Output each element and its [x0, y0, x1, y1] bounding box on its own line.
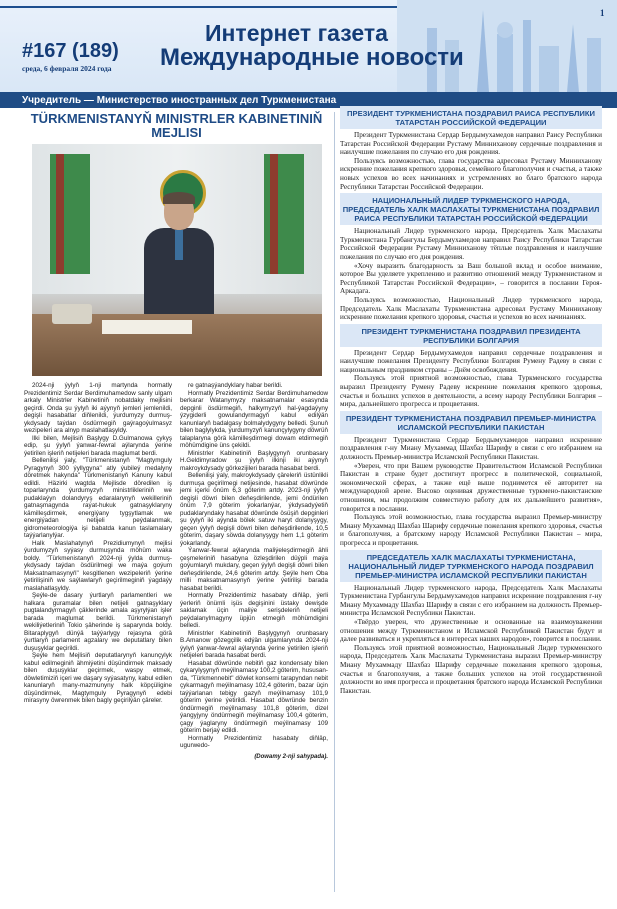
- flag-right-icon: [264, 154, 304, 274]
- news-body: [340, 584, 602, 696]
- left-article-column-1: [24, 382, 172, 761]
- issue-number: #167 (189): [22, 40, 119, 62]
- flag-left-icon: [50, 154, 90, 274]
- article-paragraph: «Хочу выразить благодарность за Ваш большой вклад и особое внимание, которое Вы уделяете укреплению и развитию отношений между Туркменистаном и Республикой Татарстан Российской Федерации», – говорится в послании Героя-Аркадага.: [340, 261, 602, 296]
- article-paragraph: Ministrler Kabinetiniň Başlygynyň orunbasary H.Geldimyradow şu ýylyň ilkinji iki aýynyň makroykdysady görkezijileri barada hasabat berdi.: [180, 449, 328, 472]
- newspaper-title-line1: Интернет газета: [205, 20, 388, 46]
- article-paragraph: 2024-nji ýylyň 1-nji martynda hormatly Prezidentimiz Serdar Berdimuhamedow sanly ulgam arkaly Ministrler Kabinetiniň nobatdaky mejlisini geçirdi. Onda şu ýylyň iki aýynyň jemleri jemlenildi, degişli hasabatlar diňlenildi, ýurdumyzy durmuş-ykdysady taýdan ösdürmegiň gaýragoýulmasyz wezipeleri ara alnyp maslahatlaşyldy.: [24, 382, 172, 434]
- article-paragraph: Ýanwar-fewral aýlarynda maliýeleşdirmegiň ähli çeşmeleriniň hasabyna özleşdirilen düýpli maýa goýumlaryň mukdary, geçen ýylyň degişli döwri bilen deňeşdirilende, 24,6 göterim artdy. Şeýle hem Oba milli maksatnamasynyň ýerine ýetirilişi barada hasabat berildi.: [180, 547, 328, 592]
- article-paragraph: Пользуясь этой возможностью, глава государства выразил Премьер-министру Миану Мухаммад Шахбаз Шарифу сердечные пожелания крепкого здоровья, счастья и благополучия, а братскому народу Исламской Республики Пакистан – мира, прогресса и процветания.: [340, 513, 602, 547]
- article-paragraph: Şeýle-de dasary ýurtlaryň parlamentleri we halkara guramalar bilen netijeli gatnaşyklary pugtalandyrmagyň çäklerinde amala aşyrylýan işler barada maglumat berildi. Türkmenistanyň wekiliýetleriniň Tokio şäherinde iş saparynda boldy. Bitaraplygyň dünýä taýýarlygy rejasyna görä ýurtlaryň parlament agzalary we deputatlary bilen duşuşyklar geçirildi.: [24, 592, 172, 652]
- left-article-title: TÜRKMENISTANYŇ MINISTRLER KABINETINIŇ MEJLISI: [30, 111, 323, 140]
- news-heading: ПРЕЗИДЕНТ ТУРКМЕНИСТАНА ПОЗДРАВИЛ ПРЕЗИДЕНТА РЕСПУБЛИКИ БОЛГАРИЯ: [340, 324, 602, 347]
- article-paragraph: Hormatly Prezidentimiz Serdar Berdimuhamedow berkarar Watanymyzy maksatnamalar esasynda depginli ösdürmegiň, halkymyzyň hal-ýagdaýyny ýzygiderli gowulandyrmagyň kabul edilýän kanunlaryň badalgasy bolmalydygyny belledi. Şunuň bilen baglylykda, ýurdumyzyň kanunçylygyny döwrüň talaplaryna görä kämilleşdirmegi dowam etdirmegiň möhümdigine üns çekildi.: [180, 389, 328, 449]
- news-heading: ПРЕЗИДЕНТ ТУРКМЕНИСТАНА ПОЗДРАВИЛ РАИСА РЕСПУБЛИКИ ТАТАРСТАН РОССИЙСКОЙ ФЕДЕРАЦИИ: [340, 106, 602, 129]
- newspaper-title-line2: Международные новости: [160, 44, 464, 71]
- news-body: [340, 227, 602, 322]
- news-heading: ПРЕДСЕДАТЕЛЬ ХАЛК МАСЛАХАТЫ ТУРКМЕНИСТАНА, НАЦИОНАЛЬНЫЙ ЛИДЕР ТУРКМЕНСКОГО НАРОДА ПОЗДРАВИЛ ПРЕМЬЕР-МИНИСТРА ИСЛАМСКОЙ РЕСПУБЛИКИ ПАКИСТАН: [340, 550, 602, 582]
- founder-text: Учредитель — Министерство иностранных дел Туркменистана: [22, 95, 337, 106]
- article-paragraph: Президент Сердар Бердымухамедов направил сердечные поздравления и наилучшие пожелания Президенту Республики Болгария Румену Радеву в связи с национальным праздником страны – Днём освобождения.: [340, 348, 602, 374]
- masthead: [0, 0, 617, 108]
- continued-note: (Dowamy 2-nji sahypada).: [254, 753, 328, 760]
- article-paragraph: Пользуясь возможностью, Национальный Лидер туркменского народа, Председатель Халк Маслахаты Туркменистана адресовал Рустаму Минниханову искренние пожелания крепкого здоровья, счастья и успехов во всех начинаниях.: [340, 295, 602, 322]
- article-paragraph: re gatnaşýandyklary habar berildi.: [188, 382, 283, 389]
- article-paragraph: Национальный Лидер туркменского народа, Председатель Халк Маслахаты Туркменистана Гурбангулы Бердымухамедов направил искренние поздравления г-ну Миану Мухаммаду Шахбаз Шарифу в связи с его избранием на должность Премьер-министра Исламской Республики Пакистан.: [340, 583, 602, 618]
- left-article-column-2: [180, 382, 328, 761]
- president-photo: [32, 144, 322, 376]
- article-paragraph: Президент Туркменистана Сердар Бердымухамедов направил Раису Республики Татарстан Российской Федерации Рустаму Минниханову сердечные поздравления и наилучшие пожелания по случаю его дня рождения.: [340, 131, 602, 157]
- photo-papers: [102, 320, 192, 334]
- article-paragraph: Ilki bilen, Mejlisiň Başlygy D.Gulmanowa çykyş edip, şu ýylyň ýanwar-fewral aýlarynda ýerine ýetirilen işleriň netijeleri barada maglumat berdi.: [24, 434, 172, 457]
- article-paragraph: Пользуясь возможностью, глава государства адресовал Рустаму Минниханову искренние пожелания крепкого здоровья, семейного благополучия и счастья, а также новых успехов во всех начинаниях и устремлениях во благо братского народа Республики Татарстан Российской Федерации.: [340, 156, 602, 191]
- photo-phone-icon: [52, 304, 92, 324]
- news-body: [340, 436, 602, 548]
- left-article-columns: [24, 382, 329, 761]
- article-paragraph: «Твёрдо уверен, что дружественные и основанные на взаимоуважении отношения между Туркменистаном и Исламской Республикой Пакистан будут и далее развиваться и укрепляться в интересах наших народов», говорится в послании.: [340, 617, 602, 644]
- article-paragraph: Şeýle hem Mejlisiň deputatlarynyň kanunçylyk kabul edilmeginiň ähmiýetini düşündirmek maksady bilen duşuşyklar geçirmek, waspy etmek, döwletimiziň içeri we daşary syýasatyny, kabul edilen kanunlaryň many-mazmunyny halk köpçüligine düşündirmek, Magtymguly Pyragynyň edebi mirasyny öwrenmek bilen bagly geçirilýän çäreler.: [24, 652, 172, 704]
- article-paragraph: Hasabat döwründe nebitiň gaz kondensaty bilen çykarylyşynyň meýilnamasy 100,2 göterim, hususan-da, "Türkmennebit" döwlet konserni tarapyndan nebit çykarmagyň meýilnamasy 102,4 göterim, bazar üçin taýýarlanan tebigy gazyň meýilnamasy 101,9 göterim ýerine ýetirildi. Hasabat döwründe benzin öndürmegiň meýilnamasy 101,8 göterim, dizel ýangyjyny öndürmegiň meýilnamasy 100,4 göterim, çagy ýaglaryny öndürmegiň meýilnamasy 109 göterim berjaý edildi.: [180, 659, 328, 734]
- news-heading: НАЦИОНАЛЬНЫЙ ЛИДЕР ТУРКМЕНСКОГО НАРОДА, ПРЕДСЕДАТЕЛЬ ХАЛК МАСЛАХАТЫ ТУРКМЕНИСТАНА ПОЗДРАВИЛ РАИСА РЕСПУБЛИКИ ТАТАРСТАН РОССИЙСКОЙ ФЕДЕРАЦИИ: [340, 193, 602, 225]
- article-paragraph: Halk Maslahatynyň Prezidiumynyň mejlisi ýurdumyzyň syýasy durmuşynda möhüm waka boldy. "Türkmenistanyň 2024-nji ýylda durmuş-ykdysady taýdan ösdürilmegi we maýa goýum Maksatnamasynyň" kesgitlenen wezipeleriň ýerine ýetirilişiniň we saýlawlaryň geçirilmeginiň ýagdaýy maslahatlaşyldy.: [24, 539, 172, 592]
- article-paragraph: «Уверен, что при Вашем руководстве Правительством Исламской Республики Пакистан в стране будет достигнут прогресс в политической, социальной, экономической сферах, а также ещё выше поднимется её авторитет на международной арене. Высоко оценивая дружественные туркмено-пакистанские отношения, мы продолжим совместную работу для их дальнейшего развития», говорится в послании.: [340, 461, 602, 513]
- issue-date: среда, 6 февраля 2024 года: [22, 64, 112, 73]
- news-body: [340, 131, 602, 191]
- article-paragraph: Bellenilişi ýaly, makroykdysady çäreleriň üstünlikli durmuşa geçirilmegi netijesinde, hasabat döwründe jemi içerki önüm 6,3 göterim artdy. 2023-nji ýylyň degişli döwri bilen deňeşdirilende, jemi öndürilen önüm 7,9 göterim ýokarlanýar, ýkdysadyýetiň pudaklaryndaky hasabat döwründe ösüşiň depginleri şu ýylyň iki aýynda bölek satuw haryt dolanyşygy, geçen ýylyň degişli döwri bilen deňeşdirilende, 10,5 göterim, daşary söwda dolanyşygy hem 1,1 göterim ýokarlandy.: [180, 472, 328, 547]
- right-news-column: [340, 104, 602, 695]
- article-paragraph: Пользуясь этой приятной возможностью, глава Туркменского государства выразил Президенту Румену Радеву искренние пожелания крепкого здоровья, счастья и больших успехов в деятельности, а всему народу Республики Болгария – мира, дальнейшего прогресса и процветания.: [340, 374, 602, 409]
- column-divider: [334, 112, 335, 892]
- news-body: [340, 349, 602, 409]
- article-paragraph: Bellenilişi ýaly, "Türkmenistanyň "Magtymguly Pyragynyň 300 ýyllygyna" atly ýubileý medalyny döretmek hakynda" Türkmenistanyň Kanuny kabul edildi. Häzirki wagtda Mejlisde döredilen iş toparlarynda ýurdumyzyň ministrlikleriniň we pudaklaýyn dolandyryş edaralarynyň wekilleriniň gatnaşmagynda raýat-hukuk gatnaşyklaryny kämilleşdirmek, energiýany tygşytlamak we energiýadan netijeli peýdalanmak, gidrometeorologiýa işi babatda kanun taslamalary taýýarlanylýar.: [24, 457, 172, 539]
- photo-person: [144, 194, 214, 314]
- article-paragraph: Hormatly Prezidentimiz hasabaty diňläp, ýerli ýerleriň önümli işüs degişinini üstaky dewişde saklamak üçin maliýe serişdeleriň netijeli peýdalanylmagyny üpjün etmegiň möhümdigini belledi.: [180, 592, 328, 629]
- article-paragraph: Национальный Лидер туркменского народа, Председатель Халк Маслахаты Туркменистана Гурбангулы Бердымухамедов направил Раису Республики Татарстан Российской Федерации Рустаму Минниханову тёплые поздравления и наилучшие пожелания по случаю его дня рождения.: [340, 227, 602, 261]
- page-number: 1: [600, 8, 605, 18]
- news-heading: ПРЕЗИДЕНТ ТУРКМЕНИСТАНА ПОЗДРАВИЛ ПРЕМЬЕР-МИНИСТРА ИСЛАМСКОЙ РЕСПУБЛИКИ ПАКИСТАН: [340, 411, 602, 434]
- article-paragraph: Hormatly Prezidentimiz hasabaty diňläp, ugurwedo-: [180, 734, 328, 749]
- left-article: [24, 112, 329, 761]
- article-paragraph: Ministrler Kabinetiniň Başlygynyň orunbasary B.Amanow gözegçilik edýän ulgamlarynda 2024-nji ýylyň ýanwar-fewral aýlarynda ýerine ýetirilen işleriň netijeleri barada hasabat berdi.: [180, 629, 328, 659]
- article-paragraph: Пользуясь этой приятной возможностью, Национальный Лидер туркменского народа, Председатель Халк Маслахаты Туркменистана выразил Премьер-министру Миану Мухаммаду Шахбаз Шарифу сердечные пожелания крепкого здоровья, счастья и благополучия, а также больших успехов на этой государственной должности во имя прогресса и процветания братского народа Исламской Республики Пакистан.: [340, 643, 602, 695]
- article-paragraph: Президент Туркменистана Сердар Бердымухамедов направил искренние поздравления г-ну Миану Мухаммад Шахбаз Шарифу в связи с его избранием на должность Премьер-министра Исламской Республики Пакистан.: [340, 435, 602, 462]
